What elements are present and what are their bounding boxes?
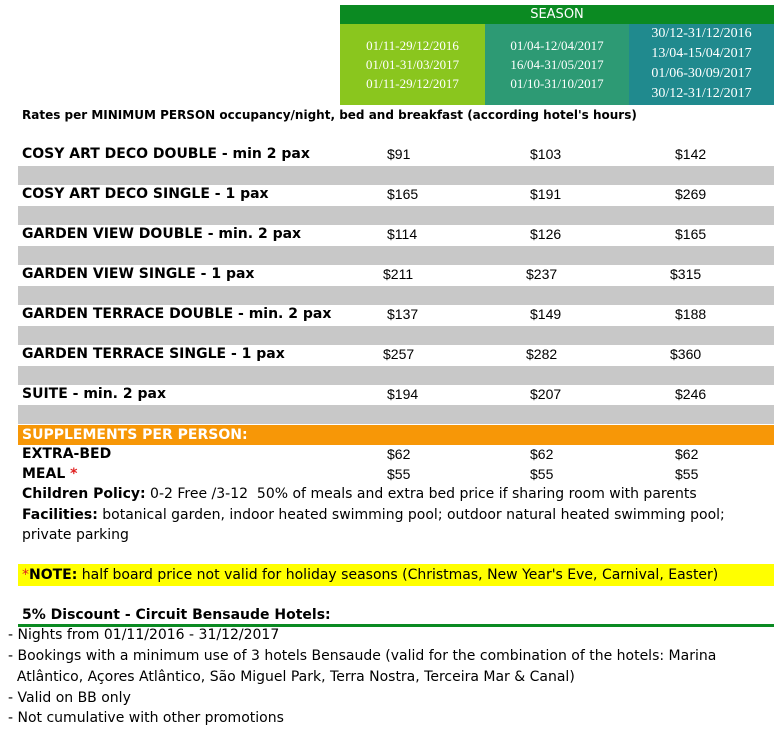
row-divider [18, 405, 774, 424]
price-high: $269 [675, 186, 707, 202]
season-column-low [340, 24, 485, 105]
season-date: 30/12-31/12/2016 [651, 26, 752, 41]
row-divider [18, 286, 774, 305]
row-divider [18, 166, 774, 185]
season-date: 01/11-29/12/2016 [366, 38, 459, 53]
facilities-continued: private parking [22, 527, 129, 543]
price-mid: $207 [530, 386, 562, 402]
row-divider [18, 326, 774, 345]
room-name: GARDEN TERRACE SINGLE - 1 pax [22, 346, 285, 362]
season-column-mid [485, 24, 629, 105]
meal-label [22, 466, 77, 482]
season-date: 30/12-31/12/2017 [651, 86, 752, 101]
discount-bullet: - Not cumulative with other promotions [8, 710, 284, 726]
price-high: $188 [675, 306, 707, 322]
season-date: 16/04-31/05/2017 [510, 57, 604, 72]
meal-label-text: MEAL [22, 466, 66, 482]
facilities-text: botanical garden, indoor heated swimming pool; outdoor natural heated swimming pool; [97, 507, 725, 523]
price-low: $114 [387, 226, 418, 242]
note-banner [18, 564, 774, 586]
meal-asterisk: * [70, 466, 78, 482]
discount-title: 5% Discount - Circuit Bensaude Hotels: [22, 607, 331, 623]
season-date: 01/04-12/04/2017 [510, 38, 604, 53]
row-divider [18, 246, 774, 265]
season-date: 01/01-31/03/2017 [365, 57, 460, 72]
room-name: GARDEN TERRACE DOUBLE - min. 2 pax [22, 306, 332, 322]
discount-bullet: - Bookings with a minimum use of 3 hotels Bensaude (valid for the combination of the hotels: Marina [8, 648, 717, 664]
price-low: $91 [387, 146, 411, 162]
price-low: $211 [383, 266, 414, 282]
price-mid: $149 [530, 306, 562, 322]
season-date: 13/04-15/04/2017 [651, 46, 752, 61]
note-label: NOTE: [29, 567, 78, 583]
price-low: $137 [387, 306, 419, 322]
season-date: 01/06-30/09/2017 [651, 66, 752, 81]
price-mid: $103 [530, 146, 562, 162]
row-divider [18, 366, 774, 385]
price-low: $165 [387, 186, 419, 202]
price-mid: $237 [526, 266, 558, 282]
price-mid: $62 [530, 446, 554, 462]
discount-bullet: - Nights from 01/11/2016 - 31/12/2017 [8, 627, 280, 643]
price-low: $62 [387, 446, 411, 462]
room-name: GARDEN VIEW SINGLE - 1 pax [22, 266, 255, 282]
room-name: COSY ART DECO DOUBLE - min 2 pax [22, 146, 310, 162]
price-high: $165 [675, 226, 707, 242]
price-mid: $191 [530, 186, 562, 202]
price-low: $194 [387, 386, 419, 402]
children-policy [22, 486, 697, 502]
note-text: half board price not valid for holiday seasons (Christmas, New Year's Eve, Carnival, Easter) [77, 567, 719, 583]
supplements-header: SUPPLEMENTS PER PERSON: [18, 425, 774, 445]
price-high: $246 [675, 386, 707, 402]
facilities-label: Facilities: [22, 507, 98, 523]
price-high: $62 [675, 446, 699, 462]
children-policy-label: Children Policy: [22, 486, 146, 502]
room-name: SUITE - min. 2 pax [22, 386, 166, 402]
season-header: SEASON [340, 5, 774, 24]
price-high: $315 [670, 266, 702, 282]
children-policy-text: 0-2 Free /3-12 50% of meals and extra bed price if sharing room with parents [145, 486, 697, 502]
discount-bullet: Atlântico, Açores Atlântico, São Miguel Park, Terra Nostra, Terceira Mar & Canal) [8, 669, 575, 685]
row-divider [18, 206, 774, 225]
room-name: COSY ART DECO SINGLE - 1 pax [22, 186, 269, 202]
season-column-high [629, 24, 774, 105]
price-mid: $126 [530, 226, 562, 242]
price-high: $55 [675, 466, 699, 482]
price-low: $55 [387, 466, 411, 482]
price-high: $360 [670, 346, 702, 362]
rates-intro: Rates per MINIMUM PERSON occupancy/night, bed and breakfast (according hotel's hours) [22, 108, 637, 122]
extra-bed-label: EXTRA-BED [22, 446, 112, 462]
facilities [22, 507, 725, 523]
price-low: $257 [383, 346, 415, 362]
note-asterisk: * [22, 567, 29, 583]
price-high: $142 [675, 146, 707, 162]
price-mid: $282 [526, 346, 558, 362]
discount-bullet: - Valid on BB only [8, 690, 131, 706]
season-date: 01/10-31/10/2017 [510, 76, 604, 91]
price-mid: $55 [530, 466, 554, 482]
season-date: 01/11-29/12/2017 [366, 76, 459, 91]
room-name: GARDEN VIEW DOUBLE - min. 2 pax [22, 226, 302, 242]
